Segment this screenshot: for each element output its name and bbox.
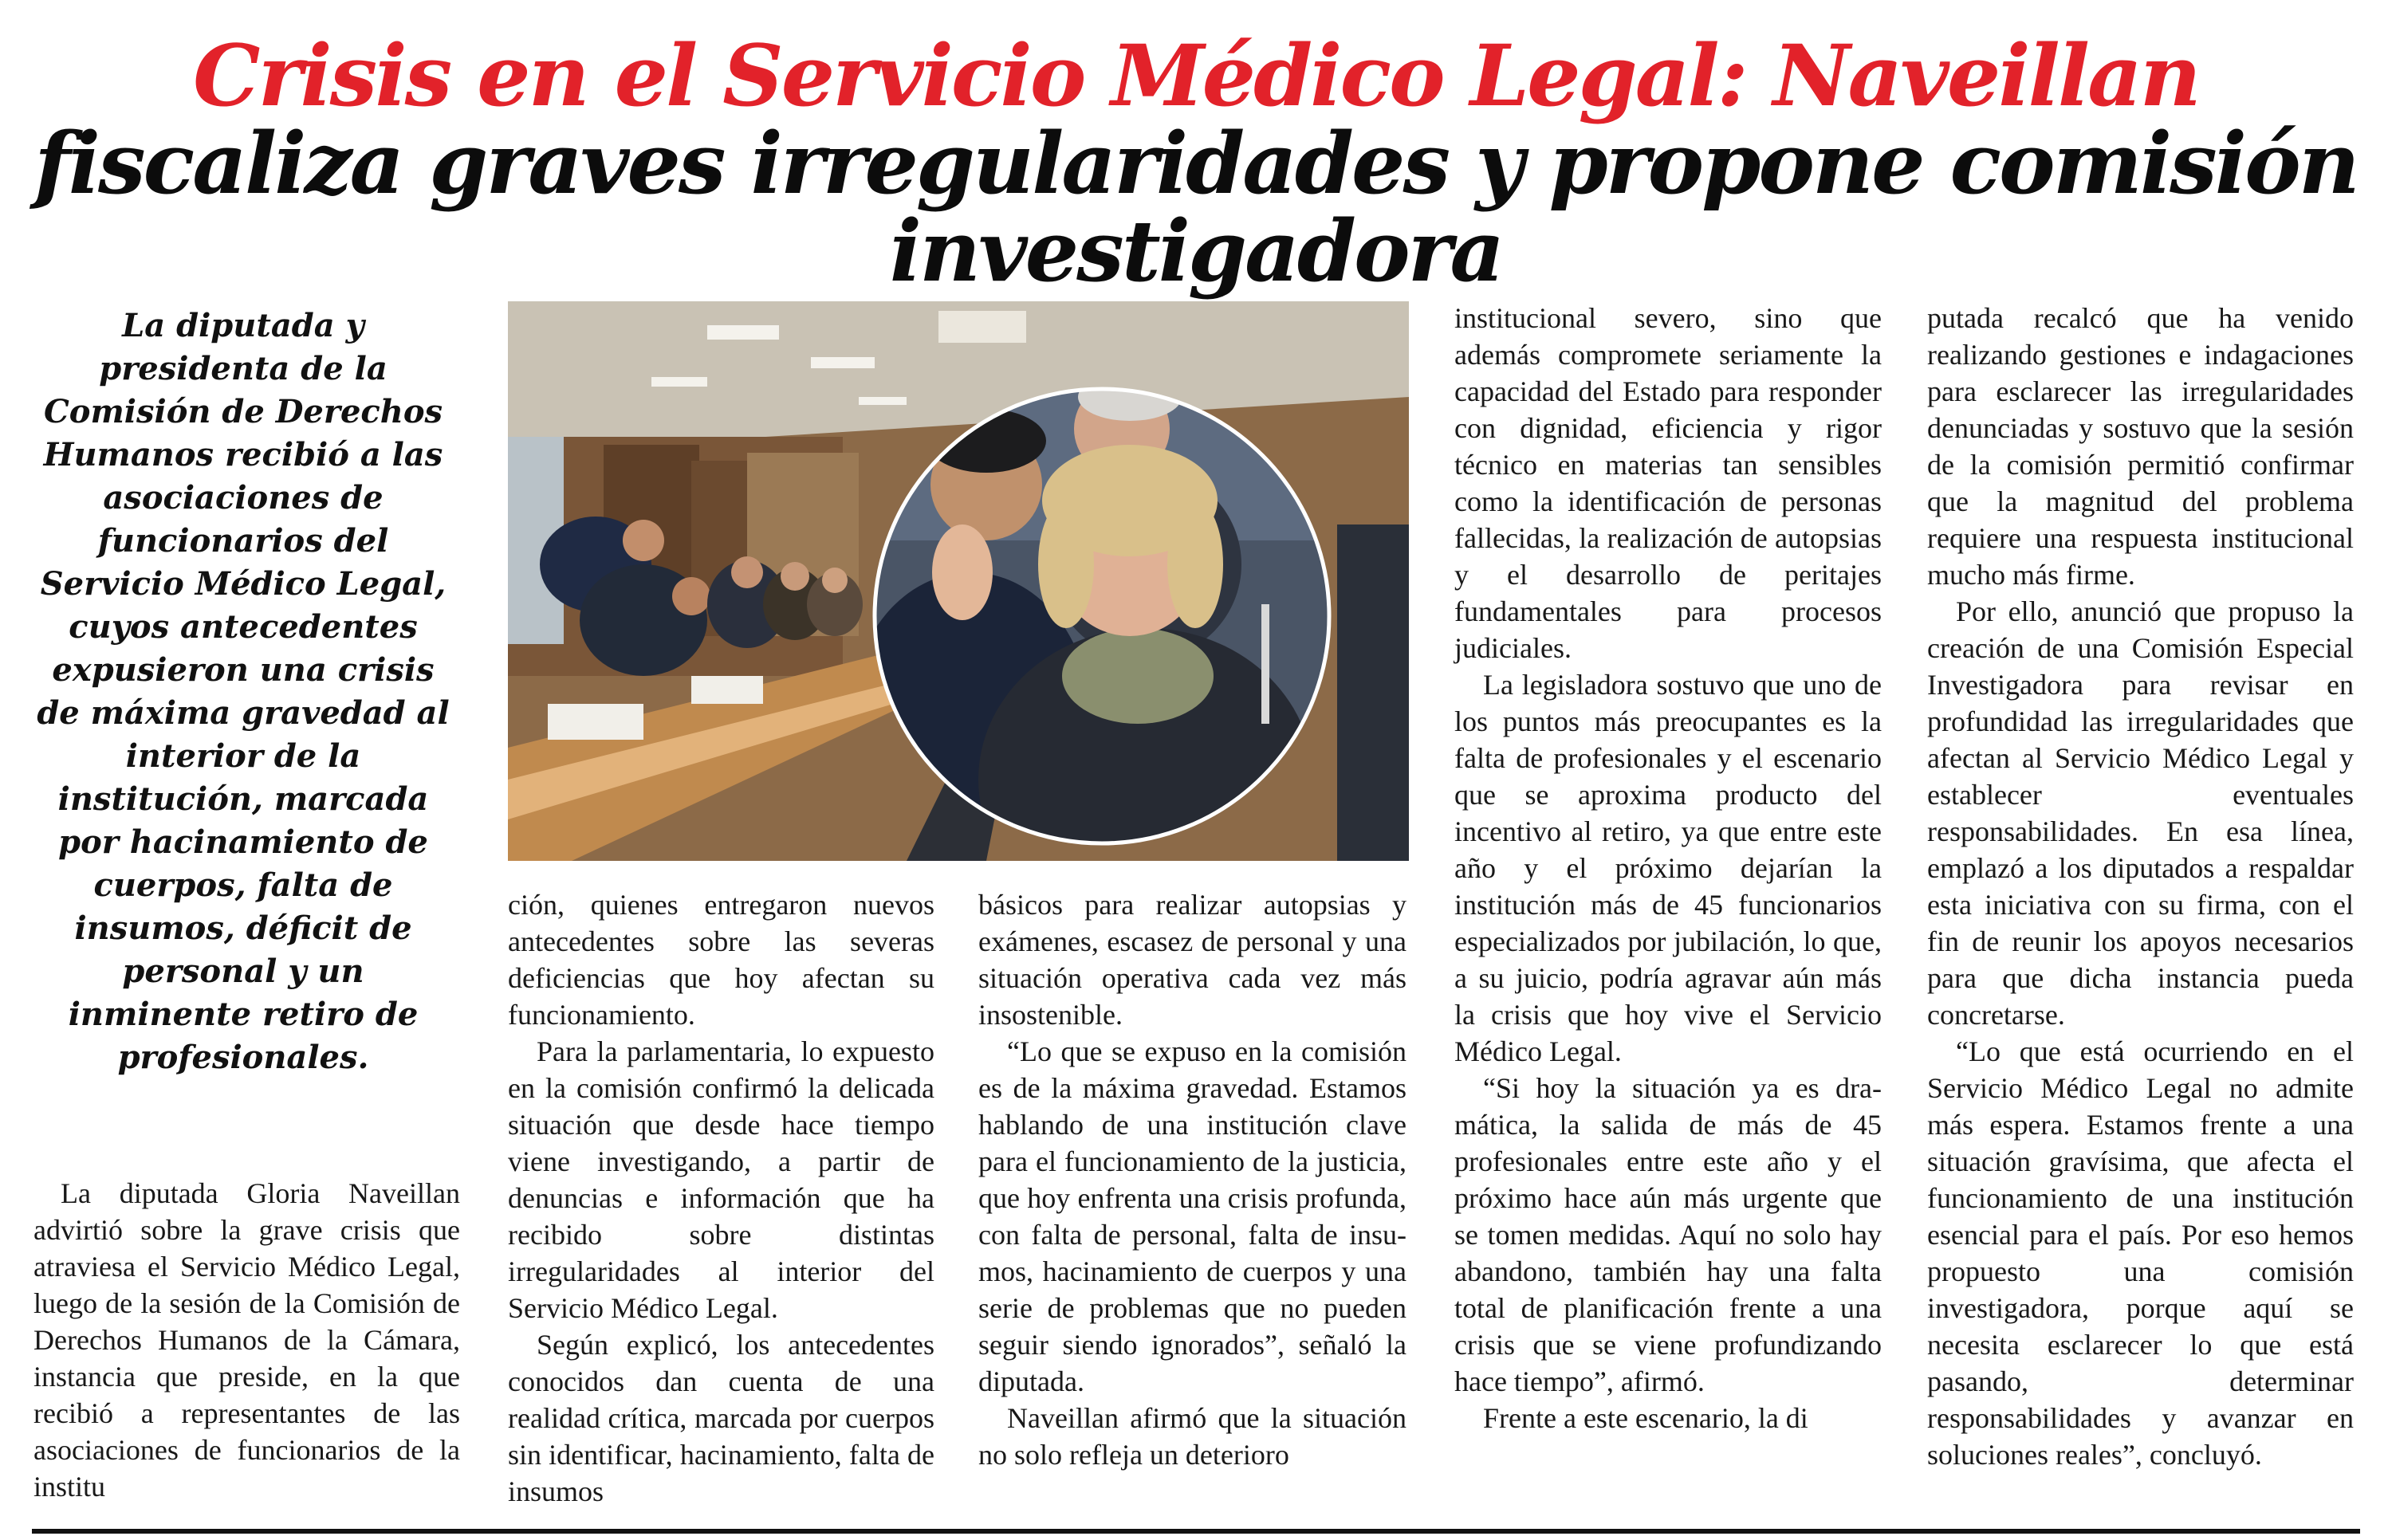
paragraph: Naveillan afirmó que la situación no solo refleja un deterioro: [978, 1402, 1406, 1471]
headline-black: fiscaliza graves irregularidades y propone comisión investigadora: [34, 113, 2358, 301]
article-column-4: [1454, 300, 1882, 1436]
paragraph: putada recalcó que ha venido realizando gestiones e indagaciones para esclarecer las irregularidades denunciadas y sostuvo que la sesión de la comisión permitió confirmar que la magnitud del problema requiere una respuesta institucional mucho más firme.: [1927, 302, 2354, 591]
paragraph: básicos para realizar autopsias y exámenes, escasez de personal y una situación operativa cada vez más insostenible.: [978, 889, 1406, 1031]
paragraph: “Lo que está ocurriendo en el Servicio Médico Legal no admite más espera. Estamos frente a una situación gravísima, que afecta el funcionamiento de una institución esencial para el país. Por eso hemos propuesto una comisión investigadora, porque aquí se necesita esclarecer lo que está pasando, determinar responsabilidades y avanzar en soluciones reales”, concluyó.: [1927, 1035, 2354, 1471]
article-column-1: [33, 1175, 460, 1505]
article-photo: [508, 301, 1409, 861]
article-column-2: [508, 886, 934, 1510]
paragraph: La legisladora sostuvo que uno de los puntos más preocupantes es la falta de profesionales y el escenario que se aproxima producto del incentivo al retiro, ya que entre este año y el próximo dejarían la institución más de 45 funcionarios especializados por jubilación, lo que, a su juicio, podría agravar aún más la crisis que hoy vive el Servicio Médico Legal.: [1454, 669, 1882, 1067]
article-column-3: [978, 886, 1406, 1473]
headline-red: Crisis en el Servicio Médico Legal: Naveillan: [193, 26, 2199, 125]
paragraph: “Si hoy la situación ya es dramática, la salida de más de 45 profesionales entre este año y el próximo hace aún más urgente que se tomen medidas. Aquí no solo hay abandono, también hay una falta total de planificación frente a una crisis que se viene profundizando hace tiempo”, afirmó.: [1454, 1072, 1882, 1397]
paragraph: Para la parlamentaria, lo expuesto en la comisión confirmó la delicada situación que desde hace tiempo viene investigando, a partir de denuncias e información que ha recibido sobre distintas irregularidades al interior del Servicio Médico Legal.: [508, 1035, 934, 1324]
paragraph: institucional severo, sino que además compromete seriamente la capacidad del Estado para responder con dignidad, eficiencia y rigor técnico en materias tan sensibles como la identificación de personas fallecidas, la realización de autopsias y el desarrollo de peritajes fundamentales para procesos judiciales.: [1454, 302, 1882, 664]
paragraph: Por ello, anunció que propuso la creación de una Comisión Especial Investigadora para revisar en profundidad las irregularidades que afectan al Servicio Médico Legal y establecer eventuales responsabilidades. En esa línea, emplazó a los diputados a respaldar esta iniciativa con su firma, con el fin de reunir los apoyos necesarios para que dicha instancia pueda concretarse.: [1927, 595, 2354, 1031]
paragraph: Según explicó, los antecedentes conocidos dan cuenta de una realidad crítica, marcada por cuerpos sin identificar, hacinamiento, falta de insumos: [508, 1329, 934, 1507]
bottom-rule: [32, 1529, 2360, 1534]
paragraph: La diputada Gloria Naveillan advirtió sobre la grave crisis que atraviesa el Servicio Médico Legal, luego de la sesión de la Comisión de Derechos Humanos de la Cámara, instancia que preside, en la que recibió a representantes de las asociaciones de funcionarios de la institu: [33, 1177, 460, 1503]
article-column-5: [1927, 300, 2354, 1473]
lede-summary: La diputada y presidenta de la Comisión de Derechos Humanos recibió a las asociaciones de funcionarios del Servicio Médico Legal, cuyos antecedentes expusieron una crisis de máxima gravedad al interior de la institución, marcada por hacinamiento de cuerpos, falta de insumos, déficit de personal y un inminente retiro de profesionales.: [37, 307, 450, 1076]
paragraph: ción, quienes entregaron nuevos antecedentes sobre las severas deficiencias que hoy afectan su funcionamiento.: [508, 889, 934, 1031]
headline: [29, 26, 2363, 301]
paragraph: Frente a este escenario, la di: [1483, 1402, 1808, 1434]
paragraph: “Lo que se expuso en la comisión es de la máxima gravedad. Estamos hablando de una institución clave para el funcionamiento de la justicia, que hoy enfrenta una crisis profunda, con falta de personal, falta de insumos, hacinamiento de cuerpos y una serie de problemas que no pueden seguir siendo ignorados”, señaló la diputada.: [978, 1035, 1406, 1397]
